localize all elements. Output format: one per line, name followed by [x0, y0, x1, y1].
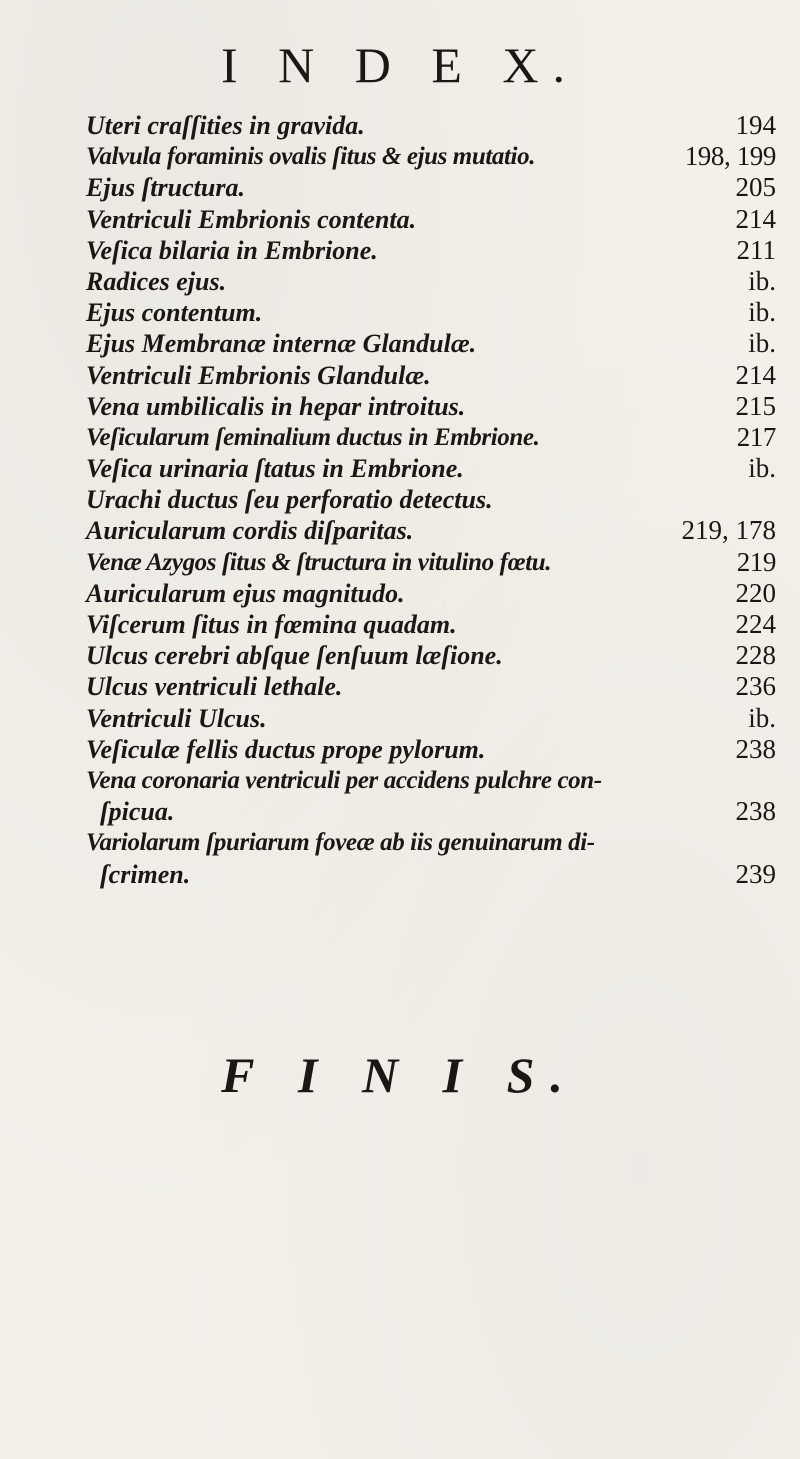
entry-page: 239	[735, 858, 776, 889]
index-entry	[86, 110, 776, 141]
entry-text: Ventriculi Ulcus.	[86, 703, 267, 733]
index-entry	[86, 640, 776, 671]
index-entry	[86, 141, 776, 172]
entry-page: ib.	[748, 328, 776, 359]
index-entry	[86, 484, 776, 515]
entry-text: Ejus Membranæ internæ Glandulæ.	[86, 329, 477, 359]
index-entry	[86, 703, 776, 734]
entry-page: ib.	[748, 297, 776, 328]
index-entry	[86, 266, 776, 297]
entry-text: Auricularum ejus magnitudo.	[86, 578, 405, 608]
entry-page: 220	[735, 577, 776, 608]
entry-page: 219, 178	[681, 515, 776, 546]
index-entry	[86, 827, 776, 858]
index-entry	[86, 235, 776, 266]
index-entry	[86, 328, 776, 359]
index-entry	[86, 734, 776, 765]
entry-text: Ejus contentum.	[86, 298, 263, 328]
index-entries	[86, 110, 776, 890]
entry-text: Vena coronaria ventriculi per accidens pulchre con-	[86, 766, 602, 794]
entry-page: 238	[735, 796, 776, 827]
entry-page: 217	[736, 421, 776, 452]
entry-page: 214	[735, 203, 776, 234]
entry-text: Ventriculi Embrionis Glandulæ.	[86, 360, 431, 390]
index-entry	[86, 172, 776, 203]
index-entry	[86, 391, 776, 422]
entry-page: 198, 199	[684, 141, 776, 172]
index-heading: I N D E X.	[220, 37, 580, 93]
entry-page: 219	[736, 546, 776, 577]
entry-text: Ulcus ventriculi lethale.	[86, 672, 343, 702]
entry-page: 228	[735, 640, 776, 671]
entry-text: ſpicua.	[100, 797, 175, 827]
index-entry	[86, 578, 776, 609]
index-entry	[86, 609, 776, 640]
index-entry	[86, 547, 776, 578]
entry-page: 214	[735, 359, 776, 390]
index-entry	[86, 765, 776, 796]
index-entry	[86, 453, 776, 484]
entry-text: Veſica bilaria in Embrione.	[86, 235, 378, 265]
entry-text: Venæ Azygos ſitus & ſtructura in vitulino fœtu.	[86, 548, 552, 576]
entry-text: Ulcus cerebri abſque ſenſuum læſione.	[86, 641, 503, 671]
index-entry	[86, 796, 776, 827]
entry-page: 205	[735, 172, 776, 203]
entry-text: Auricularum cordis diſparitas.	[86, 516, 414, 546]
entry-page: 194	[735, 110, 776, 140]
entry-text: Veſiculæ fellis ductus prope pylorum.	[86, 734, 486, 764]
entry-text: Viſcerum ſitus in fœmina quadam.	[86, 610, 457, 639]
entry-text: Veſicularum ſeminalium ductus in Embrione.	[86, 423, 540, 451]
index-entry	[86, 360, 776, 391]
entry-page: ib.	[748, 265, 776, 296]
entry-page: ib.	[748, 453, 776, 484]
entry-text: Veſica urinaria ſtatus in Embrione.	[86, 454, 464, 484]
entry-page: ib.	[748, 702, 776, 733]
entry-text: Variolarum ſpuriarum foveæ ab iis genuinarum di-	[86, 829, 595, 857]
entry-page: 211	[736, 234, 776, 265]
entry-text: Valvula foraminis ovalis ſitus & ejus mutatio.	[86, 143, 536, 171]
index-entry	[86, 204, 776, 235]
entry-text: Radices ejus.	[86, 266, 227, 296]
index-entry	[86, 859, 776, 890]
entry-page: 236	[735, 671, 776, 702]
entry-text: Urachi ductus ſeu perforatio detectus.	[86, 485, 493, 515]
entry-page: 238	[735, 733, 776, 764]
index-entry	[86, 422, 776, 453]
finis-text: F I N I S.	[221, 1047, 579, 1103]
entry-text: Ventriculi Embrionis contenta.	[86, 204, 417, 234]
entry-text: Uteri craſſities in gravida.	[86, 111, 365, 140]
entry-page: 215	[735, 390, 776, 421]
index-entry	[86, 515, 776, 546]
index-entry	[86, 297, 776, 328]
index-entry	[86, 671, 776, 702]
entry-text: Ejus ſtructura.	[86, 173, 245, 203]
entry-page: 224	[735, 609, 776, 639]
entry-text: ſcrimen.	[100, 859, 191, 889]
entry-text: Vena umbilicalis in hepar introitus.	[86, 391, 466, 421]
